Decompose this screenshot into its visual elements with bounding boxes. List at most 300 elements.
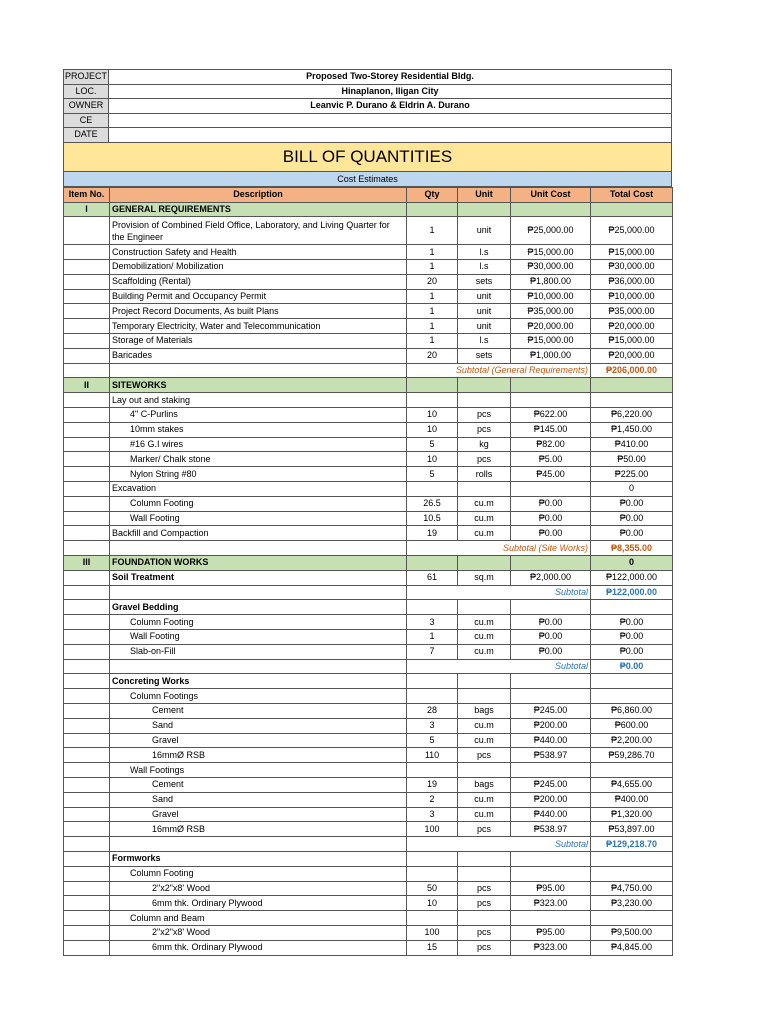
item-number: III — [64, 556, 110, 571]
item-unit: cu.m — [458, 644, 511, 659]
item-number — [64, 526, 110, 541]
column-header: Qty — [407, 187, 458, 202]
item-unit-cost: ₱25,000.00 — [511, 217, 591, 245]
item-description: Soil Treatment — [110, 570, 407, 585]
item-description: Building Permit and Occupancy Permit — [110, 289, 407, 304]
item-number — [64, 807, 110, 822]
item-description: Storage of Materials — [110, 334, 407, 349]
item-total-cost — [591, 378, 673, 393]
item-description: Marker/ Chalk stone — [110, 452, 407, 467]
item-unit-cost — [511, 674, 591, 689]
info-value — [109, 113, 672, 128]
item-unit — [458, 393, 511, 408]
item-qty: 10 — [407, 452, 458, 467]
item-qty: 10 — [407, 422, 458, 437]
info-label: PROJECT — [64, 70, 109, 85]
table-row — [64, 925, 673, 940]
item-qty: 10 — [407, 896, 458, 911]
item-qty: 110 — [407, 748, 458, 763]
item-total-cost: ₱4,750.00 — [591, 881, 673, 896]
item-unit: sq.m — [458, 570, 511, 585]
item-total-cost: ₱6,860.00 — [591, 704, 673, 719]
item-number — [64, 422, 110, 437]
item-description: Scaffolding (Rental) — [110, 274, 407, 289]
item-unit: unit — [458, 319, 511, 334]
item-unit-cost: ₱15,000.00 — [511, 245, 591, 260]
item-unit: cu.m — [458, 733, 511, 748]
item-unit: sets — [458, 274, 511, 289]
item-cell — [64, 363, 110, 378]
item-description: Temporary Electricity, Water and Telecommunication — [110, 319, 407, 334]
item-unit-cost — [511, 482, 591, 497]
subtotal-label: Subtotal — [407, 585, 591, 600]
info-value: Proposed Two-Storey Residential Bldg. — [109, 70, 672, 85]
item-qty: 19 — [407, 526, 458, 541]
table-row — [64, 733, 673, 748]
item-number — [64, 260, 110, 275]
item-number — [64, 748, 110, 763]
item-number — [64, 289, 110, 304]
item-unit-cost — [511, 763, 591, 778]
desc-cell — [110, 585, 407, 600]
item-unit — [458, 600, 511, 615]
item-unit-cost: ₱15,000.00 — [511, 334, 591, 349]
subtotal-label: Subtotal — [407, 659, 591, 674]
item-qty: 20 — [407, 274, 458, 289]
item-qty: 50 — [407, 881, 458, 896]
item-qty — [407, 851, 458, 866]
item-description: Gravel — [110, 733, 407, 748]
column-header: Unit Cost — [511, 187, 591, 202]
item-qty: 3 — [407, 718, 458, 733]
item-number — [64, 911, 110, 926]
item-unit: pcs — [458, 422, 511, 437]
item-number — [64, 334, 110, 349]
item-unit-cost — [511, 556, 591, 571]
item-unit-cost: ₱200.00 — [511, 718, 591, 733]
table-row — [64, 881, 673, 896]
subtotal-label: Subtotal (General Requirements) — [407, 363, 591, 378]
item-qty: 3 — [407, 807, 458, 822]
item-unit: unit — [458, 217, 511, 245]
item-description: Nylon String #80 — [110, 467, 407, 482]
item-description: Gravel Bedding — [110, 600, 407, 615]
item-total-cost — [591, 866, 673, 881]
info-value: Hinaplanon, Iligan City — [109, 84, 672, 99]
item-qty — [407, 763, 458, 778]
item-qty: 100 — [407, 822, 458, 837]
item-description: 16mmØ RSB — [110, 822, 407, 837]
item-qty — [407, 393, 458, 408]
item-total-cost: ₱9,500.00 — [591, 925, 673, 940]
item-total-cost — [591, 674, 673, 689]
item-number — [64, 496, 110, 511]
item-description: Column Footing — [110, 866, 407, 881]
table-row — [64, 792, 673, 807]
item-total-cost — [591, 202, 673, 217]
item-unit — [458, 378, 511, 393]
item-qty: 1 — [407, 217, 458, 245]
item-unit-cost: ₱45.00 — [511, 467, 591, 482]
item-unit: cu.m — [458, 792, 511, 807]
item-unit: pcs — [458, 748, 511, 763]
item-total-cost: 0 — [591, 556, 673, 571]
item-number — [64, 511, 110, 526]
table-row — [64, 217, 673, 245]
table-row — [64, 718, 673, 733]
item-unit: cu.m — [458, 807, 511, 822]
item-number — [64, 319, 110, 334]
table-row — [64, 896, 673, 911]
item-unit-cost — [511, 378, 591, 393]
item-description: 4" C-Purlins — [110, 408, 407, 423]
item-total-cost: ₱4,845.00 — [591, 940, 673, 955]
table-row — [64, 526, 673, 541]
item-total-cost: ₱1,450.00 — [591, 422, 673, 437]
page-title: BILL OF QUANTITIES — [63, 143, 672, 172]
item-number — [64, 304, 110, 319]
table-row — [64, 274, 673, 289]
item-unit: cu.m — [458, 526, 511, 541]
item-qty: 10.5 — [407, 511, 458, 526]
table-row — [64, 348, 673, 363]
item-unit-cost: ₱440.00 — [511, 733, 591, 748]
item-total-cost: ₱410.00 — [591, 437, 673, 452]
column-header: Total Cost — [591, 187, 673, 202]
item-total-cost: ₱400.00 — [591, 792, 673, 807]
item-unit-cost: ₱95.00 — [511, 925, 591, 940]
item-description: 10mm stakes — [110, 422, 407, 437]
item-total-cost — [591, 393, 673, 408]
item-description: Column Footings — [110, 689, 407, 704]
item-unit-cost — [511, 866, 591, 881]
item-qty: 1 — [407, 630, 458, 645]
item-number — [64, 851, 110, 866]
item-unit-cost: ₱1,800.00 — [511, 274, 591, 289]
info-value: Leanvic P. Durano & Eldrin A. Durano — [109, 99, 672, 114]
section-row — [64, 556, 673, 571]
item-unit: cu.m — [458, 630, 511, 645]
item-total-cost: ₱30,000.00 — [591, 260, 673, 275]
item-unit-cost: ₱30,000.00 — [511, 260, 591, 275]
item-qty: 5 — [407, 733, 458, 748]
item-description: Demobilization/ Mobilization — [110, 260, 407, 275]
item-description: Wall Footings — [110, 763, 407, 778]
column-header: Item No. — [64, 187, 110, 202]
item-qty — [407, 556, 458, 571]
item-total-cost: ₱20,000.00 — [591, 319, 673, 334]
item-total-cost: 0 — [591, 482, 673, 497]
item-number — [64, 570, 110, 585]
item-description: Wall Footing — [110, 511, 407, 526]
table-row — [64, 304, 673, 319]
item-unit: pcs — [458, 896, 511, 911]
table-header-row — [64, 187, 673, 202]
item-number — [64, 866, 110, 881]
item-unit: bags — [458, 777, 511, 792]
item-description: 6mm thk. Ordinary Plywood — [110, 896, 407, 911]
item-qty: 26.5 — [407, 496, 458, 511]
item-unit-cost: ₱0.00 — [511, 496, 591, 511]
item-unit: unit — [458, 304, 511, 319]
table-row — [64, 644, 673, 659]
subtotal-amount: ₱206,000.00 — [591, 363, 673, 378]
item-qty — [407, 689, 458, 704]
item-unit-cost: ₱145.00 — [511, 422, 591, 437]
table-row — [64, 615, 673, 630]
item-cell — [64, 837, 110, 852]
item-unit — [458, 674, 511, 689]
item-number — [64, 674, 110, 689]
table-row — [64, 511, 673, 526]
table-row — [64, 570, 673, 585]
item-qty: 1 — [407, 304, 458, 319]
bill-of-quantities-table — [63, 187, 673, 956]
table-row — [64, 822, 673, 837]
item-description: Formworks — [110, 851, 407, 866]
item-unit: pcs — [458, 822, 511, 837]
item-unit: sets — [458, 348, 511, 363]
item-cell — [64, 659, 110, 674]
item-total-cost: ₱2,200.00 — [591, 733, 673, 748]
item-unit — [458, 763, 511, 778]
item-unit — [458, 866, 511, 881]
item-qty — [407, 482, 458, 497]
desc-cell — [110, 541, 407, 556]
item-total-cost: ₱36,000.00 — [591, 274, 673, 289]
project-info-table — [63, 69, 672, 143]
item-number — [64, 274, 110, 289]
item-unit: cu.m — [458, 718, 511, 733]
subtotal-row — [64, 363, 673, 378]
item-number — [64, 925, 110, 940]
item-number — [64, 630, 110, 645]
item-qty — [407, 378, 458, 393]
item-unit-cost: ₱0.00 — [511, 526, 591, 541]
item-unit-cost: ₱622.00 — [511, 408, 591, 423]
table-row — [64, 911, 673, 926]
item-unit: pcs — [458, 881, 511, 896]
item-total-cost — [591, 851, 673, 866]
item-description: Backfill and Compaction — [110, 526, 407, 541]
item-unit-cost: ₱245.00 — [511, 777, 591, 792]
item-unit-cost: ₱0.00 — [511, 615, 591, 630]
item-description: Wall Footing — [110, 630, 407, 645]
item-qty: 20 — [407, 348, 458, 363]
item-total-cost: ₱4,655.00 — [591, 777, 673, 792]
item-unit: unit — [458, 289, 511, 304]
table-row — [64, 674, 673, 689]
item-total-cost: ₱6,220.00 — [591, 408, 673, 423]
item-total-cost: ₱0.00 — [591, 526, 673, 541]
item-unit-cost: ₱323.00 — [511, 896, 591, 911]
table-row — [64, 496, 673, 511]
item-total-cost — [591, 600, 673, 615]
item-unit-cost: ₱2,000.00 — [511, 570, 591, 585]
item-unit: bags — [458, 704, 511, 719]
item-qty — [407, 202, 458, 217]
item-qty: 1 — [407, 319, 458, 334]
item-description: Sand — [110, 792, 407, 807]
item-qty — [407, 674, 458, 689]
item-description: 6mm thk. Ordinary Plywood — [110, 940, 407, 955]
item-number — [64, 763, 110, 778]
item-number — [64, 718, 110, 733]
column-header: Description — [110, 187, 407, 202]
item-number — [64, 467, 110, 482]
item-unit: pcs — [458, 940, 511, 955]
item-number: II — [64, 378, 110, 393]
table-row — [64, 452, 673, 467]
subtotal-row — [64, 659, 673, 674]
item-total-cost: ₱0.00 — [591, 496, 673, 511]
item-cell — [64, 541, 110, 556]
item-number — [64, 644, 110, 659]
item-unit — [458, 556, 511, 571]
item-number — [64, 217, 110, 245]
item-unit: pcs — [458, 408, 511, 423]
item-description: Lay out and staking — [110, 393, 407, 408]
item-description: FOUNDATION WORKS — [110, 556, 407, 571]
item-description: 2"x2"x8' Wood — [110, 925, 407, 940]
info-label: OWNER — [64, 99, 109, 114]
item-unit-cost — [511, 202, 591, 217]
item-unit-cost: ₱1,000.00 — [511, 348, 591, 363]
info-row — [64, 128, 672, 143]
item-unit-cost: ₱0.00 — [511, 644, 591, 659]
item-unit-cost: ₱0.00 — [511, 630, 591, 645]
item-number — [64, 792, 110, 807]
table-row — [64, 437, 673, 452]
item-unit-cost: ₱323.00 — [511, 940, 591, 955]
item-number — [64, 777, 110, 792]
item-unit-cost: ₱5.00 — [511, 452, 591, 467]
table-row — [64, 482, 673, 497]
desc-cell — [110, 363, 407, 378]
item-qty: 19 — [407, 777, 458, 792]
table-row — [64, 260, 673, 275]
table-row — [64, 467, 673, 482]
item-unit-cost: ₱20,000.00 — [511, 319, 591, 334]
item-qty: 10 — [407, 408, 458, 423]
item-description: SITEWORKS — [110, 378, 407, 393]
table-row — [64, 289, 673, 304]
subtotal-amount: ₱122,000.00 — [591, 585, 673, 600]
item-total-cost — [591, 763, 673, 778]
item-description: Project Record Documents, As built Plans — [110, 304, 407, 319]
item-total-cost — [591, 911, 673, 926]
item-number — [64, 408, 110, 423]
item-number — [64, 482, 110, 497]
section-row — [64, 202, 673, 217]
info-row — [64, 70, 672, 85]
item-unit: cu.m — [458, 496, 511, 511]
item-unit — [458, 482, 511, 497]
item-unit-cost: ₱245.00 — [511, 704, 591, 719]
item-total-cost: ₱59,286.70 — [591, 748, 673, 763]
item-total-cost: ₱225.00 — [591, 467, 673, 482]
table-row — [64, 940, 673, 955]
item-unit-cost: ₱10,000.00 — [511, 289, 591, 304]
subtotal-amount: ₱129,218.70 — [591, 837, 673, 852]
item-unit: pcs — [458, 925, 511, 940]
item-qty: 28 — [407, 704, 458, 719]
item-description: GENERAL REQUIREMENTS — [110, 202, 407, 217]
item-unit: l.s — [458, 260, 511, 275]
table-row — [64, 408, 673, 423]
item-qty — [407, 911, 458, 926]
item-unit-cost — [511, 600, 591, 615]
item-description: Column Footing — [110, 615, 407, 630]
item-description: #16 G.I wires — [110, 437, 407, 452]
item-description: Concreting Works — [110, 674, 407, 689]
item-description: Construction Safety and Health — [110, 245, 407, 260]
table-row — [64, 807, 673, 822]
item-qty: 61 — [407, 570, 458, 585]
table-row — [64, 319, 673, 334]
item-number — [64, 600, 110, 615]
table-row — [64, 777, 673, 792]
item-number — [64, 881, 110, 896]
subtotal-row — [64, 541, 673, 556]
info-row — [64, 113, 672, 128]
item-description: Sand — [110, 718, 407, 733]
info-value — [109, 128, 672, 143]
item-unit-cost: ₱35,000.00 — [511, 304, 591, 319]
item-qty: 1 — [407, 289, 458, 304]
table-row — [64, 630, 673, 645]
item-total-cost — [591, 689, 673, 704]
item-number — [64, 393, 110, 408]
item-number — [64, 689, 110, 704]
table-row — [64, 334, 673, 349]
item-total-cost: ₱3,230.00 — [591, 896, 673, 911]
section-subtitle: Cost Estimates — [63, 172, 672, 187]
desc-cell — [110, 659, 407, 674]
item-unit — [458, 911, 511, 926]
table-row — [64, 748, 673, 763]
subtotal-label: Subtotal (Site Works) — [407, 541, 591, 556]
item-unit-cost: ₱440.00 — [511, 807, 591, 822]
item-description: Excavation — [110, 482, 407, 497]
subtotal-row — [64, 837, 673, 852]
item-number — [64, 733, 110, 748]
subtotal-amount: ₱8,355.00 — [591, 541, 673, 556]
item-number — [64, 348, 110, 363]
item-cell — [64, 585, 110, 600]
item-total-cost: ₱0.00 — [591, 644, 673, 659]
item-unit: cu.m — [458, 615, 511, 630]
item-number — [64, 615, 110, 630]
item-description: Column and Beam — [110, 911, 407, 926]
table-row — [64, 866, 673, 881]
item-unit — [458, 689, 511, 704]
item-unit: l.s — [458, 245, 511, 260]
item-total-cost: ₱20,000.00 — [591, 348, 673, 363]
item-qty: 15 — [407, 940, 458, 955]
table-row — [64, 851, 673, 866]
item-qty: 7 — [407, 644, 458, 659]
item-total-cost: ₱15,000.00 — [591, 245, 673, 260]
item-total-cost: ₱1,320.00 — [591, 807, 673, 822]
item-unit: rolls — [458, 467, 511, 482]
item-unit-cost: ₱82.00 — [511, 437, 591, 452]
item-total-cost: ₱50.00 — [591, 452, 673, 467]
item-qty: 5 — [407, 467, 458, 482]
item-unit — [458, 202, 511, 217]
item-total-cost: ₱0.00 — [591, 511, 673, 526]
item-unit — [458, 851, 511, 866]
